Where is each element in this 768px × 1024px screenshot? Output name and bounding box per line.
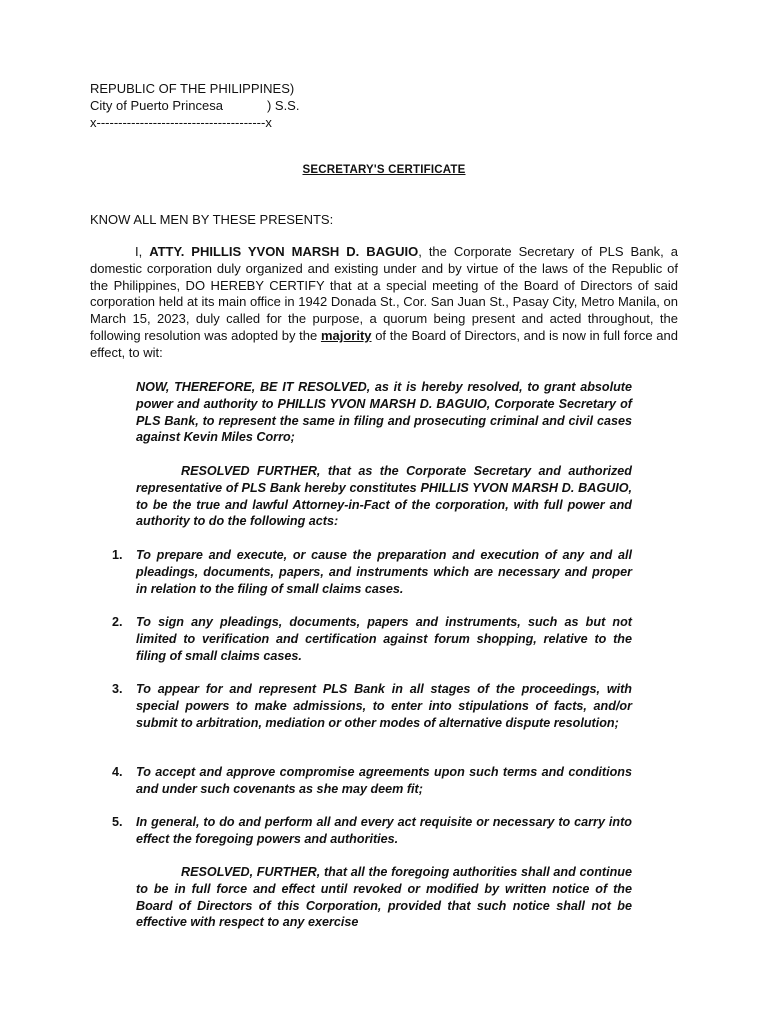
majority-word: majority [320, 327, 372, 343]
list-item-number: 5. [112, 815, 123, 829]
list-item-text: To sign any pleadings, documents, papers and instruments, such as but not limited to verification and certification against forum shopping, relative to the filing of small claims cases. [136, 615, 632, 663]
secretary-name: ATTY. PHILLIS YVON MARSH D. BAGUIO [149, 244, 419, 259]
list-item-number: 4. [112, 765, 123, 779]
list-item-number: 1. [112, 548, 123, 562]
list-item-text: In general, to do and perform all and every act requisite or necessary to carry into effect the foregoing powers and authorities. [136, 815, 632, 846]
document-title: SECRETARY'S CERTIFICATE [302, 164, 466, 176]
intro-text-2: , the Corporate Secretary of PLS Bank, a domestic corporation duly organized and existing under and by virtue of the laws of the Republic of the Philippines, DO HEREBY CERTIFY that at a special meeting of the Board of Directors of said corporation held at its main office in 1942 Donada St., Cor. San Juan St., Pasay City, Metro Manila, on March 15, 2023, duly called for the purpose, a quorum being present and acted throughout, the following resolution was adopted by the [90, 244, 678, 343]
caption-city-line [90, 97, 299, 114]
intro-text-1: I, [135, 244, 150, 259]
caption-city: City of Puerto Princesa [90, 98, 223, 113]
caption-ss: ) S.S. [266, 98, 300, 113]
list-item [112, 547, 632, 597]
venue-caption [90, 80, 299, 131]
list-item-number: 3. [112, 682, 123, 696]
intro-paragraph [90, 244, 678, 362]
list-item [112, 681, 632, 731]
resolution-further: RESOLVED FURTHER, that as the Corporate Secretary and authorized representative of PLS Bank hereby constitutes PHILLIS YVON MARSH D. BAGUIO, to be the true and lawful Attorney-in-Fact of the corporation, with full power and authority to do the following acts: [136, 464, 632, 529]
list-item-text: To prepare and execute, or cause the preparation and execution of any and all pleadings, documents, papers, and instruments which are necessary and proper in relation to the filing of small claims cases. [136, 548, 632, 596]
caption-separator: x---------------------------------------x [90, 115, 272, 130]
know-all-men: KNOW ALL MEN BY THESE PRESENTS: [90, 212, 334, 227]
list-item [112, 814, 632, 848]
resolution-continuation: RESOLVED, FURTHER, that all the foregoing authorities shall and continue to be in full force and effect until revoked or modified by written notice of the Board of Directors of this Corporation, provided that such notice shall not be effective with respect to any exercise [136, 865, 632, 930]
list-item-text: To appear for and represent PLS Bank in all stages of the proceedings, with special powers to make admissions, to enter into stipulations of facts, and/or submit to arbitration, mediation or other modes of alternative dispute resolution; [136, 682, 632, 730]
list-item-text: To accept and approve compromise agreements upon such terms and conditions and under such covenants as she may deem fit; [136, 765, 632, 796]
list-item-number: 2. [112, 615, 123, 629]
resolution-main: NOW, THEREFORE, BE IT RESOLVED, as it is hereby resolved, to grant absolute power and authority to PHILLIS YVON MARSH D. BAGUIO, Corporate Secretary of PLS Bank, to represent the same in filing and prosecuting criminal and civil cases against Kevin Miles Corro; [136, 380, 632, 445]
caption-republic: REPUBLIC OF THE PHILIPPINES) [90, 81, 295, 96]
intro-text-3: of the Board of Directors, and is now in full force and effect, to wit: [90, 327, 678, 360]
list-item [112, 764, 632, 798]
list-item [112, 614, 632, 664]
